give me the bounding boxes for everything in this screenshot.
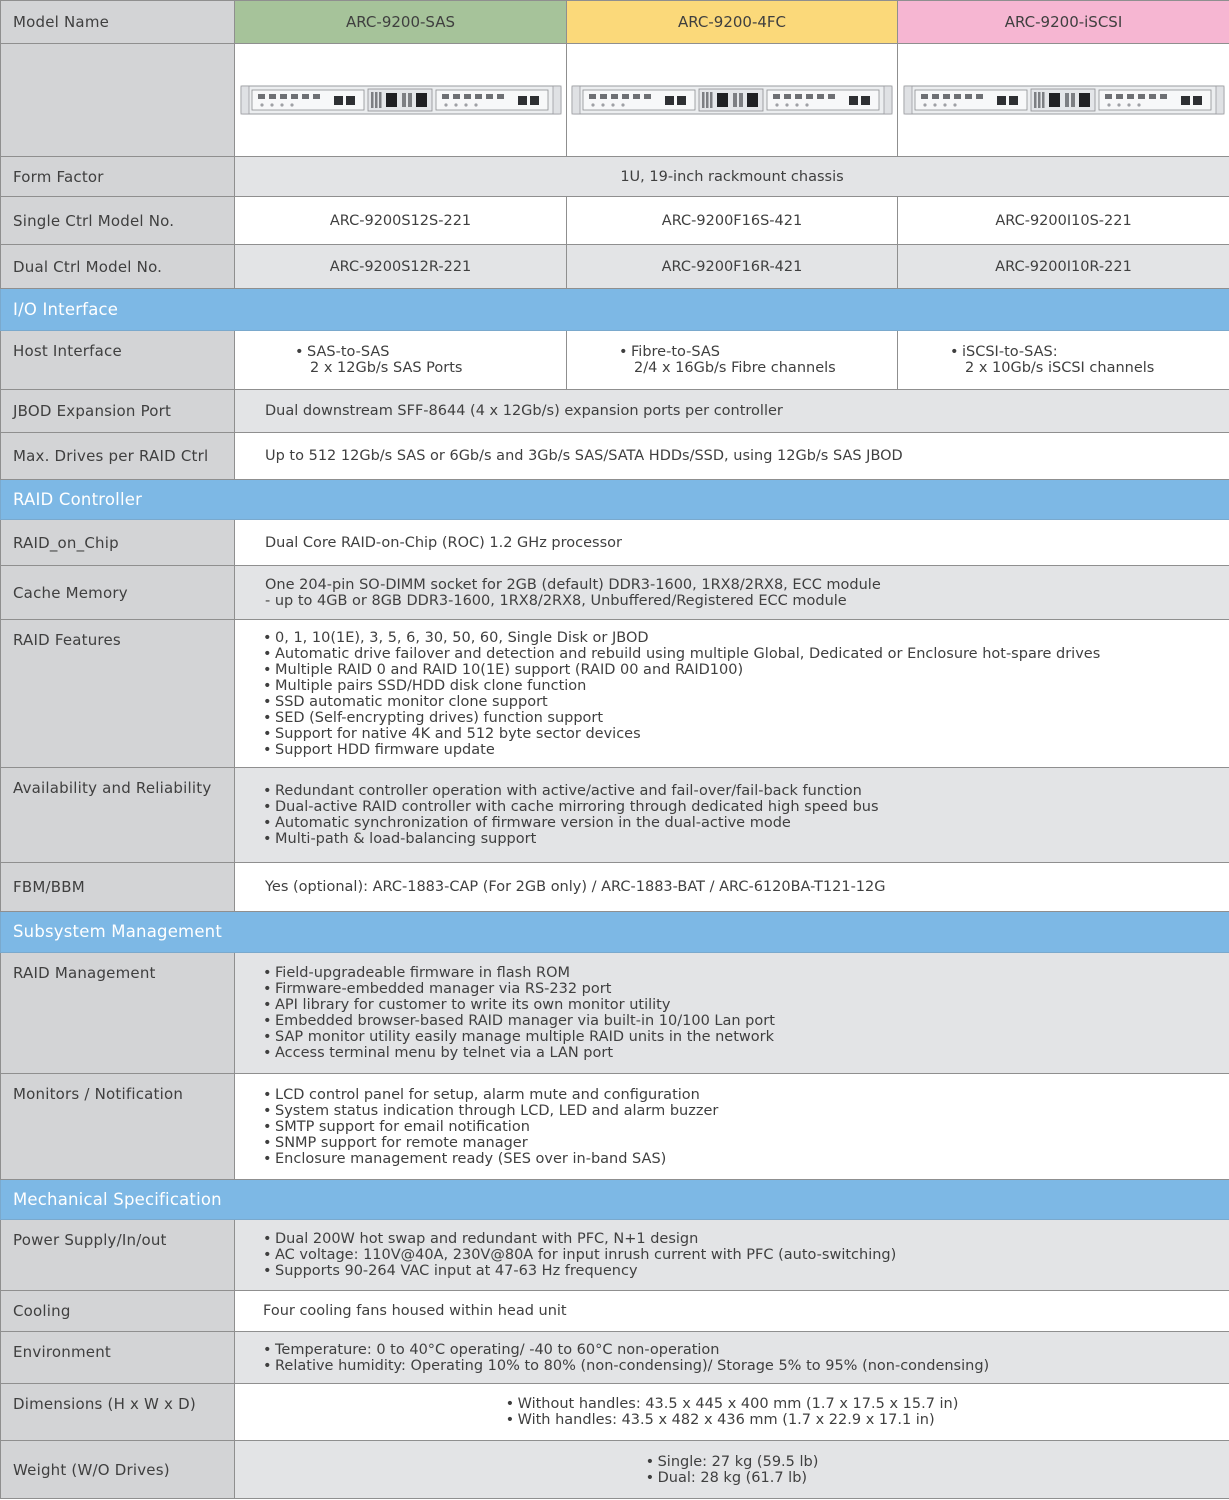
rack-chassis-rear-icon <box>571 82 893 118</box>
list-item: • Enclosure management ready (SES over in-band SAS) <box>263 1151 1229 1167</box>
list-item: • Multiple RAID 0 and RAID 10(1E) support (RAID 00 and RAID100) <box>263 662 1229 678</box>
weight-row <box>1 1441 1229 1499</box>
weight-label: Weight (W/O Drives) <box>1 1441 235 1499</box>
fbm-label: FBM/BBM <box>1 863 235 912</box>
form-factor-row <box>1 157 1229 197</box>
list-item: • Temperature: 0 to 40°C operating/ -40 to 60°C non-operation <box>263 1342 1229 1358</box>
section-raid-controller <box>1 480 1229 520</box>
host-interface-line: • SAS-to-SAS <box>295 344 566 360</box>
model-name-label: Model Name <box>1 1 235 44</box>
host-interface-iscsi <box>898 331 1229 390</box>
list-item: • System status indication through LCD, LED and alarm buzzer <box>263 1103 1229 1119</box>
raid-on-chip-row <box>1 520 1229 566</box>
host-interface-sas <box>235 331 567 390</box>
section-title: RAID Controller <box>1 480 1229 520</box>
jbod-value: Dual downstream SFF-8644 (4 x 12Gb/s) expansion ports per controller <box>235 390 1229 433</box>
dimensions-list <box>506 1396 959 1428</box>
section-title: I/O Interface <box>1 289 1229 331</box>
cache-memory-value <box>235 566 1229 620</box>
list-item: • Dual: 28 kg (61.7 lb) <box>646 1470 819 1486</box>
product-image-row <box>1 44 1229 157</box>
cache-memory-label: Cache Memory <box>1 566 235 620</box>
list-item: • Dual-active RAID controller with cache mirroring through dedicated high speed bus <box>263 799 1229 815</box>
list-item: • Automatic synchronization of firmware version in the dual-active mode <box>263 815 1229 831</box>
list-item: • SSD automatic monitor clone support <box>263 694 1229 710</box>
list-item: • Multi-path & load-balancing support <box>263 831 1229 847</box>
host-interface-label: Host Interface <box>1 331 235 390</box>
chassis-image-fc <box>567 44 898 157</box>
dual-ctrl-label: Dual Ctrl Model No. <box>1 245 235 289</box>
list-item: • AC voltage: 110V@40A, 230V@80A for input inrush current with PFC (auto-switching) <box>263 1247 1229 1263</box>
monitors-value <box>235 1074 1229 1180</box>
single-ctrl-fc: ARC-9200F16S-421 <box>567 197 898 245</box>
section-io-interface <box>1 289 1229 331</box>
section-subsystem-management <box>1 912 1229 953</box>
monitors-label: Monitors / Notification <box>1 1074 235 1180</box>
chassis-image-iscsi <box>898 44 1229 157</box>
rack-chassis-rear-icon <box>240 82 562 118</box>
list-item: • With handles: 43.5 x 482 x 436 mm (1.7 x 22.9 x 17.1 in) <box>506 1412 959 1428</box>
list-item: • Redundant controller operation with active/active and fail-over/fail-back function <box>263 783 1229 799</box>
jbod-label: JBOD Expansion Port <box>1 390 235 433</box>
availability-label: Availability and Reliability <box>1 768 235 863</box>
cooling-label: Cooling <box>1 1291 235 1332</box>
max-drives-label: Max. Drives per RAID Ctrl <box>1 433 235 480</box>
model-sas-header: ARC-9200-SAS <box>235 1 567 44</box>
raid-on-chip-value: Dual Core RAID-on-Chip (ROC) 1.2 GHz processor <box>235 520 1229 566</box>
fbm-value: Yes (optional): ARC-1883-CAP (For 2GB only) / ARC-1883-BAT / ARC-6120BA-T121-12G <box>235 863 1229 912</box>
fbm-row <box>1 863 1229 912</box>
list-item: • Dual 200W hot swap and redundant with PFC, N+1 design <box>263 1231 1229 1247</box>
list-item: • Single: 27 kg (59.5 lb) <box>646 1454 819 1470</box>
list-item: • Field-upgradeable firmware in flash ROM <box>263 965 1229 981</box>
single-ctrl-sas: ARC-9200S12S-221 <box>235 197 567 245</box>
list-item: • 0, 1, 10(1E), 3, 5, 6, 30, 50, 60, Single Disk or JBOD <box>263 630 1229 646</box>
list-item: • Firmware-embedded manager via RS-232 port <box>263 981 1229 997</box>
list-item: • SED (Self-encrypting drives) function support <box>263 710 1229 726</box>
jbod-row <box>1 390 1229 433</box>
rack-chassis-rear-icon <box>903 82 1225 118</box>
list-item: • Automatic drive failover and detection and rebuild using multiple Global, Dedicated or Enclosure hot-spare drives <box>263 646 1229 662</box>
chassis-image-sas <box>235 44 567 157</box>
section-title: Subsystem Management <box>1 912 1229 953</box>
form-factor-value: 1U, 19-inch rackmount chassis <box>235 157 1229 197</box>
dimensions-value <box>235 1384 1229 1441</box>
environment-row <box>1 1332 1229 1384</box>
availability-list <box>263 783 1229 847</box>
power-list <box>263 1231 1229 1279</box>
list-item: • SAP monitor utility easily manage multiple RAID units in the network <box>263 1029 1229 1045</box>
list-item: • SNMP support for remote manager <box>263 1135 1229 1151</box>
environment-value <box>235 1332 1229 1384</box>
weight-value <box>235 1441 1229 1499</box>
raid-features-label: RAID Features <box>1 620 235 768</box>
list-item: • SMTP support for email notification <box>263 1119 1229 1135</box>
raid-on-chip-label: RAID_on_Chip <box>1 520 235 566</box>
raid-features-row <box>1 620 1229 768</box>
list-item: • Multiple pairs SSD/HDD disk clone function <box>263 678 1229 694</box>
power-label: Power Supply/In/out <box>1 1220 235 1291</box>
section-title: Mechanical Specification <box>1 1180 1229 1220</box>
host-interface-detail: 2/4 x 16Gb/s Fibre channels <box>634 360 836 376</box>
single-ctrl-row <box>1 197 1229 245</box>
host-interface-detail: 2 x 12Gb/s SAS Ports <box>310 360 463 376</box>
cache-memory-row <box>1 566 1229 620</box>
dual-ctrl-row <box>1 245 1229 289</box>
list-item: • LCD control panel for setup, alarm mute and configuration <box>263 1087 1229 1103</box>
environment-list <box>263 1342 1229 1374</box>
raid-features-value <box>235 620 1229 768</box>
single-ctrl-iscsi: ARC-9200I10S-221 <box>898 197 1229 245</box>
raid-management-label: RAID Management <box>1 953 235 1074</box>
cooling-value: Four cooling fans housed within head unit <box>235 1291 1229 1332</box>
dimensions-label: Dimensions (H x W x D) <box>1 1384 235 1441</box>
list-item: • Embedded browser-based RAID manager via built-in 10/100 Lan port <box>263 1013 1229 1029</box>
host-interface-fc <box>567 331 898 390</box>
raid-management-row <box>1 953 1229 1074</box>
dimensions-row <box>1 1384 1229 1441</box>
weight-list <box>646 1454 819 1486</box>
model-name-row <box>1 1 1229 44</box>
monitors-row <box>1 1074 1229 1180</box>
host-interface-detail: 2 x 10Gb/s iSCSI channels <box>965 360 1155 376</box>
form-factor-label: Form Factor <box>1 157 235 197</box>
availability-row <box>1 768 1229 863</box>
max-drives-row <box>1 433 1229 480</box>
availability-value <box>235 768 1229 863</box>
model-fc-header: ARC-9200-4FC <box>567 1 898 44</box>
cache-line: One 204-pin SO-DIMM socket for 2GB (default) DDR3-1600, 1RX8/2RX8, ECC module <box>265 576 881 593</box>
image-row-label <box>1 44 235 157</box>
power-row <box>1 1220 1229 1291</box>
single-ctrl-label: Single Ctrl Model No. <box>1 197 235 245</box>
list-item: • Support for native 4K and 512 byte sector devices <box>263 726 1229 742</box>
power-value <box>235 1220 1229 1291</box>
list-item: • API library for customer to write its own monitor utility <box>263 997 1229 1013</box>
dual-ctrl-fc: ARC-9200F16R-421 <box>567 245 898 289</box>
host-interface-line: • iSCSI-to-SAS: <box>950 344 1229 360</box>
cooling-row <box>1 1291 1229 1332</box>
host-interface-row <box>1 331 1229 390</box>
dual-ctrl-iscsi: ARC-9200I10R-221 <box>898 245 1229 289</box>
cache-line: - up to 4GB or 8GB DDR3-1600, 1RX8/2RX8, Unbuffered/Registered ECC module <box>265 592 847 609</box>
list-item: • Without handles: 43.5 x 445 x 400 mm (1.7 x 17.5 x 15.7 in) <box>506 1396 959 1412</box>
monitors-list <box>263 1087 1229 1167</box>
list-item: • Supports 90-264 VAC input at 47-63 Hz frequency <box>263 1263 1229 1279</box>
section-mechanical-specification <box>1 1180 1229 1220</box>
raid-features-list <box>263 630 1229 758</box>
raid-management-value <box>235 953 1229 1074</box>
host-interface-line: • Fibre-to-SAS <box>619 344 897 360</box>
list-item: • Support HDD firmware update <box>263 742 1229 758</box>
dual-ctrl-sas: ARC-9200S12R-221 <box>235 245 567 289</box>
environment-label: Environment <box>1 1332 235 1384</box>
model-iscsi-header: ARC-9200-iSCSI <box>898 1 1229 44</box>
list-item: • Relative humidity: Operating 10% to 80% (non-condensing)/ Storage 5% to 95% (non-condensing) <box>263 1358 1229 1374</box>
list-item: • Access terminal menu by telnet via a LAN port <box>263 1045 1229 1061</box>
max-drives-value: Up to 512 12Gb/s SAS or 6Gb/s and 3Gb/s SAS/SATA HDDs/SSD, using 12Gb/s SAS JBOD <box>235 433 1229 480</box>
raid-management-list <box>263 965 1229 1061</box>
